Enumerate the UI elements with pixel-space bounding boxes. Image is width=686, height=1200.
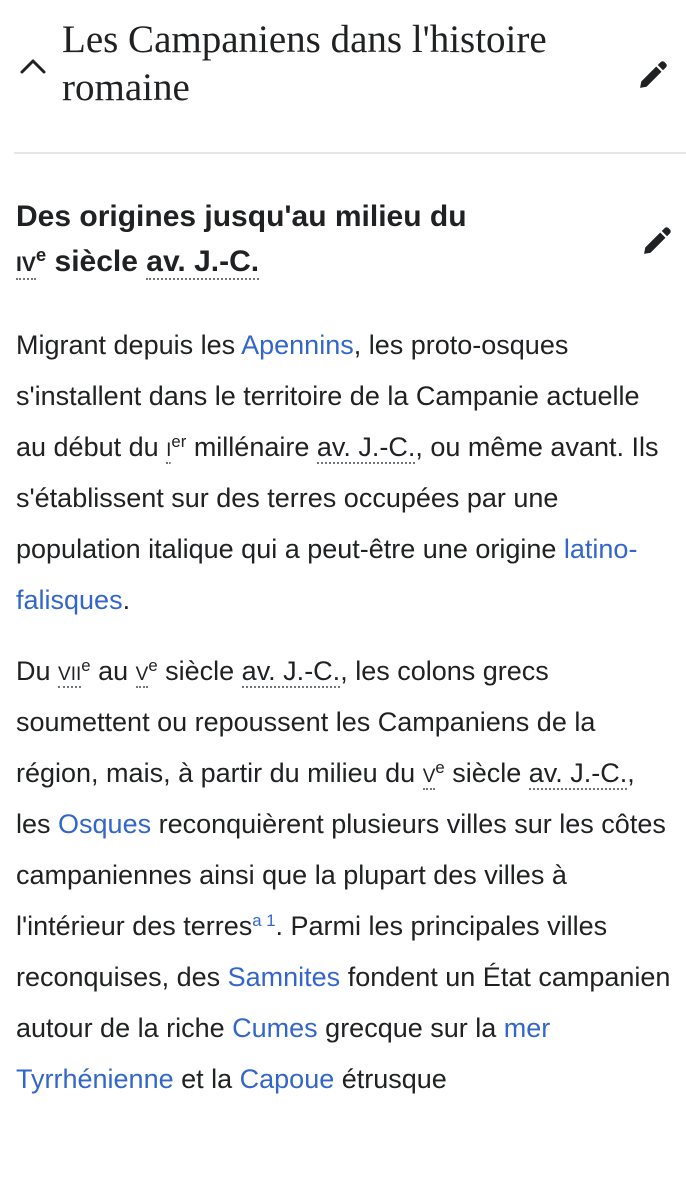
era-abbr[interactable]: av. J.-C. (528, 758, 628, 788)
century-sup: e (148, 655, 158, 675)
article-content (16, 320, 676, 1125)
century-sup: e (81, 655, 91, 675)
text: Migrant depuis les (16, 330, 242, 360)
text: siècle (444, 758, 529, 788)
chevron-up-icon[interactable] (18, 52, 48, 82)
century-abbr: iv (16, 245, 36, 278)
text: siècle (157, 656, 242, 686)
century-sup: e (35, 243, 47, 265)
note-link[interactable]: a (252, 910, 262, 930)
text: , les (16, 758, 635, 839)
section-divider (14, 152, 686, 154)
era-abbr[interactable]: av. J.-C. (146, 245, 260, 278)
subsection-title-mid: siècle (46, 245, 147, 278)
text: reconquièrent plusieurs villes sur les côtes campaniennes ainsi que la plupart des villes à l'intérieur des terres (16, 809, 666, 941)
text: millénaire (186, 432, 317, 462)
subsection-title-text: Des origines jusqu'au milieu du (16, 200, 467, 233)
text: et la (173, 1064, 240, 1094)
paragraph (16, 646, 676, 1105)
section-header[interactable] (0, 0, 686, 154)
link-cumes[interactable]: Cumes (232, 1013, 318, 1043)
link-apennins[interactable]: Apennins (241, 330, 354, 360)
text: , ou même avant. Ils s'établissent sur des terres occupées par une population italique qui a peut-être une origine (16, 432, 659, 564)
text: , les proto-osques s'installent dans le territoire de la Campanie actuelle au début du (16, 330, 640, 462)
link-samnites[interactable]: Samnites (227, 962, 341, 992)
millennium-sup: er (171, 431, 187, 451)
paragraph (16, 320, 676, 626)
text: grecque sur la (317, 1013, 504, 1043)
link-osques[interactable]: Osques (58, 809, 152, 839)
text: , les colons grecs soumettent ou repoussent les Campaniens de la région, mais, à partir du milieu du (16, 656, 596, 788)
reference-link[interactable]: 1 (266, 910, 276, 930)
century-abbr: v (135, 656, 149, 686)
text: . (122, 585, 131, 615)
text: fondent un État campanien autour de la riche (16, 962, 671, 1043)
era-abbr[interactable]: av. J.-C. (241, 656, 341, 686)
text: Du (16, 656, 59, 686)
subsection-title (16, 194, 616, 284)
pencil-icon[interactable] (640, 224, 674, 258)
text: . Parmi les principales villes reconquises, des (16, 911, 608, 992)
section-title: Les Campaniens dans l'histoire romaine (62, 18, 547, 109)
century-abbr: v (422, 758, 436, 788)
century-abbr: vii (58, 656, 82, 686)
text: étrusque (334, 1064, 447, 1094)
link-capoue[interactable]: Capoue (239, 1064, 335, 1094)
era-abbr[interactable]: av. J.-C. (316, 432, 416, 462)
pencil-icon[interactable] (636, 58, 670, 92)
link-mer-tyrrhenienne[interactable]: mer Tyrrhénienne (16, 1013, 551, 1094)
millennium-abbr: i (166, 432, 172, 462)
text: au (90, 656, 136, 686)
century-sup: e (435, 757, 445, 777)
link-latino-falisques[interactable]: latino-falisques (16, 534, 638, 615)
